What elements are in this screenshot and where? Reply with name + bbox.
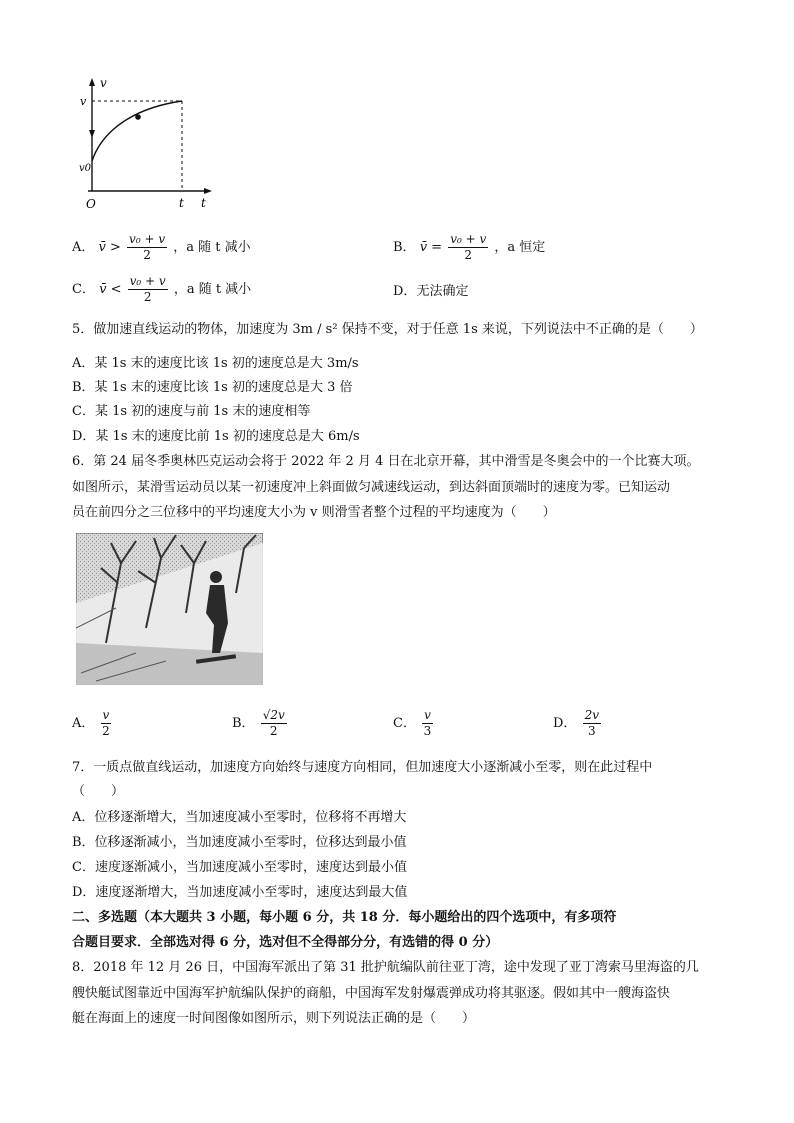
option-relation: v̄ < <box>99 282 122 297</box>
fraction-numerator: v <box>102 708 110 722</box>
fraction-denominator: 3 <box>423 724 432 738</box>
q8-stem-line-3: 艇在海面上的速度一时间图像如图所示，则下列说法正确的是（ ） <box>72 1011 476 1026</box>
q7-option-a[interactable]: A．位移逐渐增大，当加速度减小至零时，位移将不再增大 <box>72 810 407 825</box>
option-letter: B． <box>232 716 255 731</box>
v-axis-marker-arrow <box>89 130 95 138</box>
q6-option-b[interactable] <box>232 708 289 739</box>
fraction <box>422 708 433 739</box>
option-letter: A． <box>72 240 95 255</box>
fraction-denominator: 2 <box>102 724 110 738</box>
fraction-denominator: 2 <box>464 248 473 262</box>
fraction-numerator: v₀ + v <box>450 232 487 246</box>
fraction <box>583 708 601 739</box>
q4-option-a[interactable] <box>72 232 251 263</box>
option-relation: v̄ = <box>419 240 443 255</box>
velocity-curve <box>92 101 182 161</box>
fraction <box>128 274 168 305</box>
q7-answer-paren: （ ） <box>72 784 125 799</box>
q5-option-c[interactable]: C．某 1s 初的速度与前 1s 末的速度相等 <box>72 404 311 419</box>
option-letter: C． <box>72 282 95 297</box>
q4-option-d[interactable] <box>393 282 468 302</box>
q4-option-b[interactable] <box>393 232 545 263</box>
option-letter: D． <box>553 716 577 731</box>
option-text: 无法确定 <box>416 284 469 299</box>
q6-stem-line-2: 如图所示，某滑雪运动员以某一初速度冲上斜面做匀减速线运动，到达斜面顶端时的速度为零。已知运动 <box>72 480 671 495</box>
curve-point <box>135 114 141 120</box>
t-tick-label: t <box>179 196 184 210</box>
option-condition: ，a 随 t 减小 <box>173 282 252 297</box>
fraction-numerator: v <box>424 708 431 722</box>
option-condition: ，a 恒定 <box>494 240 546 255</box>
fraction <box>448 232 488 263</box>
q6-option-c[interactable] <box>393 708 435 739</box>
q7-option-c[interactable]: C．速度逐渐减小，当加速度减小至零时，速度达到最小值 <box>72 860 407 875</box>
q6-stem-line-3: 员在前四分之三位移中的平均速度大小为 v 则滑雪者整个过程的平均速度为（ ） <box>72 505 556 520</box>
fraction <box>261 708 287 739</box>
option-letter: D． <box>393 284 417 299</box>
fraction-numerator: 2v <box>584 708 599 722</box>
v-axis-arrow <box>89 78 95 86</box>
option-condition: ，a 随 t 减小 <box>173 240 251 255</box>
origin-label: O <box>86 197 96 211</box>
fraction <box>127 232 167 263</box>
q8-stem-line-2: 艘快艇试图靠近中国海军护航编队保护的商船，中国海军发射爆震弹成功将其驱逐。假如其中一艘海盗快 <box>72 986 671 1001</box>
fraction-numerator: v₀ + v <box>129 232 166 246</box>
fraction-denominator: 2 <box>143 248 151 262</box>
q6-stem-line-1: 6．第 24 届冬季奥林匹克运动会将于 2022 年 2 月 4 日在北京开幕，其中滑雪是冬奥会中的一个比赛大项。 <box>72 454 700 469</box>
fraction-denominator: 2 <box>143 290 152 304</box>
velocity-time-graph <box>78 76 218 216</box>
option-letter: C． <box>393 716 416 731</box>
q5-option-b[interactable]: B．某 1s 末的速度比该 1s 初的速度总是大 3 倍 <box>72 380 353 395</box>
option-relation: v̄ > <box>98 240 121 255</box>
q5-option-a[interactable]: A．某 1s 末的速度比该 1s 初的速度总是大 3m/s <box>72 356 359 371</box>
q6-option-a[interactable] <box>72 708 113 739</box>
skier-photo <box>76 533 263 685</box>
q4-option-c[interactable] <box>72 274 251 305</box>
option-letter: A． <box>72 716 95 731</box>
section-heading-line-2: 合题目要求．全部选对得 6 分，选对但不全得部分分，有选错的得 0 分） <box>72 935 499 950</box>
q5-option-d[interactable]: D．某 1s 末的速度比前 1s 初的速度总是大 6m/s <box>72 429 360 444</box>
q5-stem: 5．做加速直线运动的物体，加速度为 3m / s² 保持不变，对于任意 1s 来说，下列说法中不正确的是（ ） <box>72 322 703 337</box>
q7-stem: 7．一质点做直线运动，加速度方向始终与速度方向相同，但加速度大小逐渐减小至零，则在此过程中 <box>72 760 653 775</box>
option-letter: B． <box>393 240 416 255</box>
q7-option-d[interactable]: D．速度逐渐增大，当加速度减小至零时，速度达到最大值 <box>72 885 408 900</box>
fraction-denominator: 3 <box>587 724 596 738</box>
q6-option-d[interactable] <box>553 708 603 739</box>
v-tick-label: v <box>80 95 87 108</box>
q8-stem-line-1: 8．2018 年 12 月 26 日，中国海军派出了第 31 批护航编队前往亚丁湾，途中发现了亚丁湾索马里海盗的几 <box>72 960 699 975</box>
fraction-numerator: v₀ + v <box>129 274 166 288</box>
v0-tick-label: v0 <box>79 163 92 174</box>
fraction-denominator: 2 <box>269 724 278 738</box>
q7-option-b[interactable]: B．位移逐渐减小，当加速度减小至零时，位移达到最小值 <box>72 835 407 850</box>
section-heading-line-1: 二、多选题（本大题共 3 小题，每小题 6 分，共 18 分．每小题给出的四个选项中，有多项符 <box>72 910 617 925</box>
axis-v-label: v <box>100 76 107 90</box>
t-axis-arrow <box>204 188 212 194</box>
fraction <box>101 708 112 739</box>
axis-t-label: t <box>201 196 206 210</box>
fraction-numerator: √2v <box>262 708 285 722</box>
